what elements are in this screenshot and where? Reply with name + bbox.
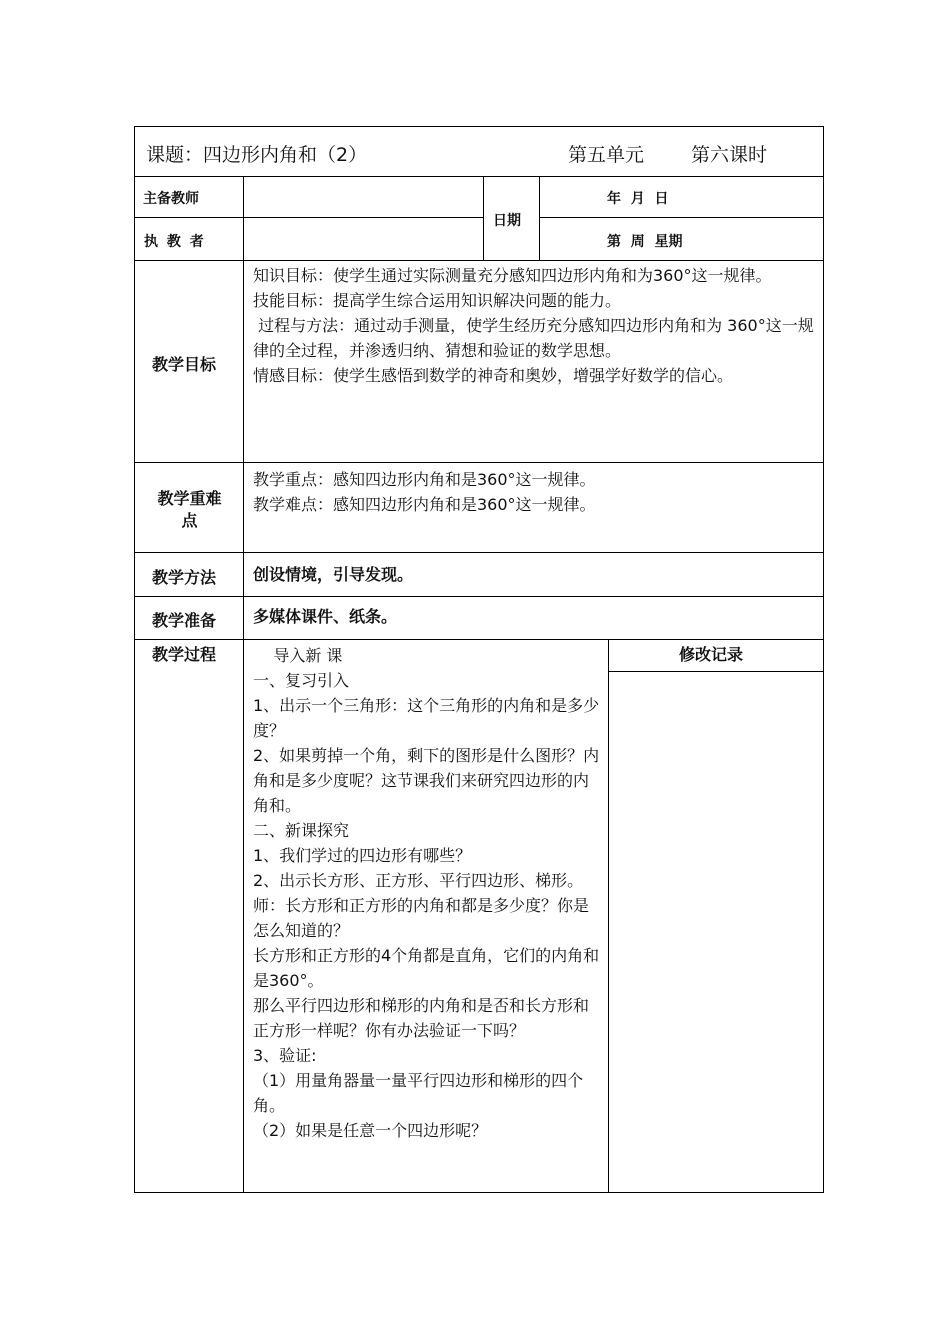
column-divider (608, 639, 609, 1193)
emotion-goal: 情感目标：使学生感悟到数学的神奇和奥妙，增强学好数学的信心。 (253, 366, 734, 385)
process-step: 师：长方形和正方形的内角和都是多少度？你是怎么知道的？ (253, 896, 590, 940)
goals-label: 教学目标 (152, 355, 217, 374)
process-goal: 过程与方法：通过动手测量，使学生经历充分感知四边形内角和为 360°这一规律的全过程，并渗透归纳、猜想和验证的数学思想。 (253, 316, 814, 360)
column-divider (243, 176, 244, 1193)
row-divider (134, 260, 824, 261)
method-value: 创设情境，引导发现。 (253, 565, 414, 584)
date-label: 日期 (493, 213, 521, 229)
process-step: （2）如果是任意一个四边形呢？ (253, 1121, 488, 1140)
lesson-number: 第六课时 (691, 144, 768, 166)
intro-heading: 导入新 课 (253, 646, 343, 665)
process-step: 2、如果剪掉一个角，剩下的图形是什么图形？内角和是多少度呢？这节课我们来研究四边形的内角和。 (253, 746, 600, 815)
prep-label: 教学准备 (152, 611, 217, 630)
process-label: 教学过程 (152, 645, 217, 664)
executor-label: 执 教 者 (144, 234, 206, 250)
process-step: 长方形和正方形的4个角都是直角，它们的内角和是360°。 (253, 946, 600, 990)
process-step: 那么平行四边形和梯形的内角和是否和长方形和正方形一样呢？你有办法验证一下吗？ (253, 996, 590, 1040)
difficult-point: 教学难点：感知四边形内角和是360°这一规律。 (253, 495, 596, 514)
row-divider (539, 217, 824, 218)
week-value: 第 周 星期 (607, 234, 683, 250)
row-divider (134, 596, 824, 597)
row-divider (608, 671, 824, 672)
row-divider (134, 639, 824, 640)
process-step: 3、验证: (253, 1046, 317, 1065)
date-value: 年 月 日 (607, 191, 669, 207)
lesson-title: 课题：四边形内角和（2） (146, 144, 368, 166)
row-divider (134, 462, 824, 463)
row-divider (134, 217, 483, 218)
unit-label: 第五单元 (568, 144, 645, 166)
process-step: （1）用量角器量一量平行四边形和梯形的四个角。 (253, 1071, 584, 1115)
method-label: 教学方法 (152, 568, 217, 587)
process-step: 1、我们学过的四边形有哪些？ (253, 846, 472, 865)
section-heading: 二、新课探究 (253, 821, 350, 840)
row-divider (134, 552, 824, 553)
knowledge-goal: 知识目标：使学生通过实际测量充分感知四边形内角和为360°这一规律。 (253, 266, 772, 285)
skill-goal: 技能目标：提高学生综合运用知识解决问题的能力。 (253, 291, 622, 310)
process-step: 2、出示长方形、正方形、平行四边形、梯形。 (253, 871, 584, 890)
revision-label: 修改记录 (679, 645, 744, 664)
section-heading: 一、复习引入 (253, 671, 350, 690)
key-points-text (253, 467, 815, 517)
process-text (253, 643, 601, 1143)
key-points-label: 教学重难点 (157, 489, 222, 530)
column-divider (539, 176, 540, 260)
prep-value: 多媒体课件、纸条。 (253, 607, 398, 626)
column-divider (483, 176, 484, 260)
key-point: 教学重点：感知四边形内角和是360°这一规律。 (253, 470, 596, 489)
process-step: 1、出示一个三角形：这个三角形的内角和是多少度？ (253, 696, 600, 740)
goals-text (253, 263, 815, 388)
row-divider (134, 176, 824, 177)
main-teacher-label: 主备教师 (143, 191, 199, 207)
